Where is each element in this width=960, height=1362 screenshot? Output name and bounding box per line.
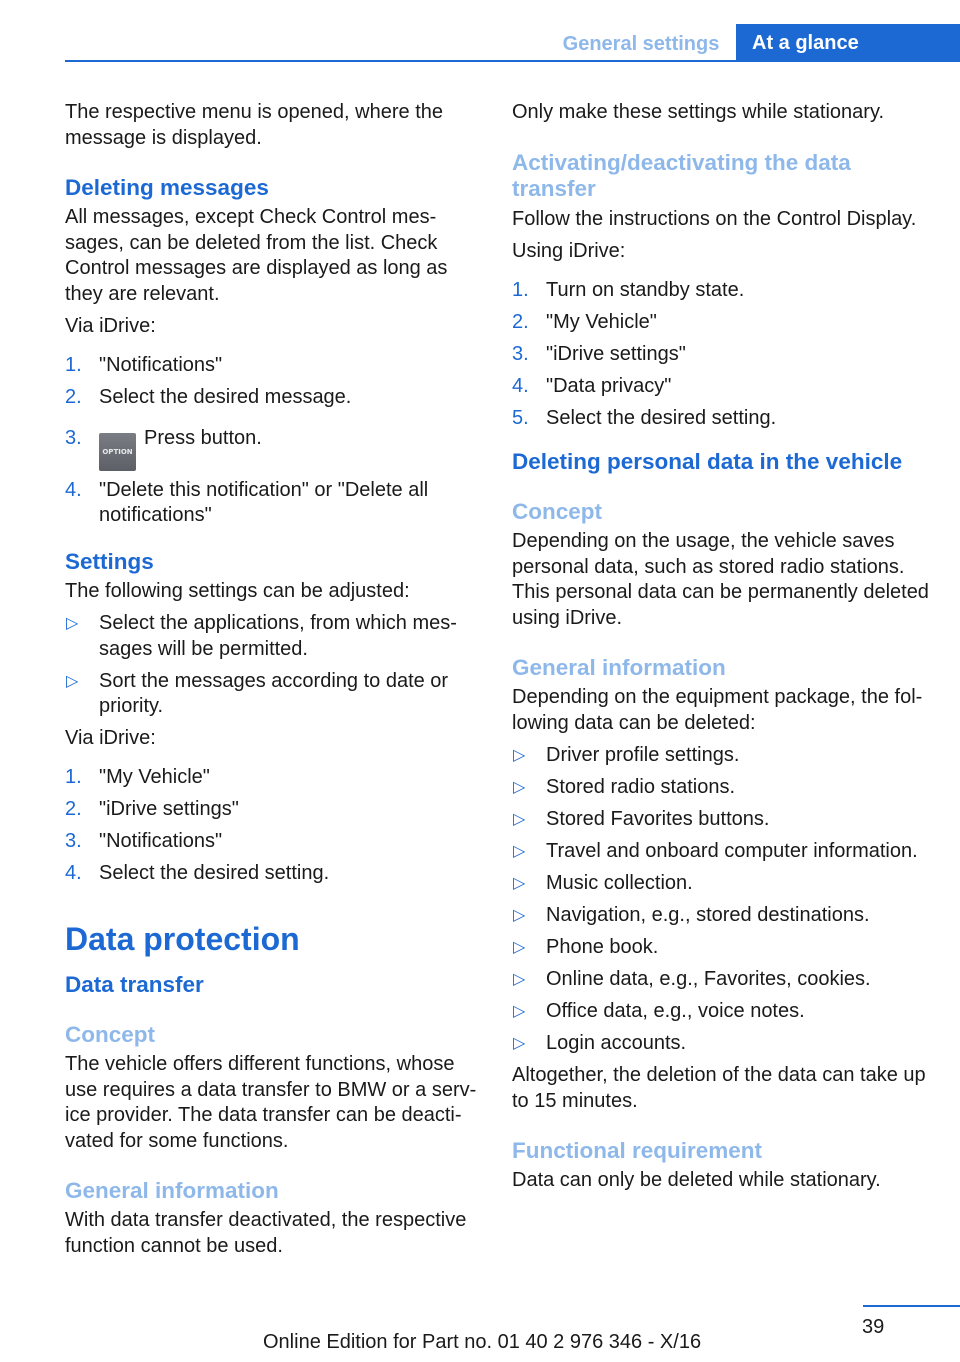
list-item: ▷ Music collection. (512, 871, 932, 897)
list-item: ▷ Login accounts. (512, 1031, 932, 1057)
settings-bullets (65, 611, 485, 720)
deleting-personal-heading: Deleting personal data in the vehicle (512, 449, 903, 474)
data-protection-heading: Data protection (65, 921, 300, 957)
triangle-bullet-icon: ▷ (513, 1003, 526, 1020)
concept-text: Depending on the usage, the vehicle saves personal data, such as stored radio stations. This personal data can be permanently deleted using iDrive. (512, 530, 929, 629)
left-column (65, 100, 485, 1259)
functional-requirement-text: Data can only be deleted while stationary. (512, 1169, 881, 1191)
triangle-bullet-icon: ▷ (513, 1035, 526, 1052)
list-item: ▷ Travel and onboard computer information. (512, 839, 932, 865)
triangle-bullet-icon: ▷ (513, 779, 526, 796)
list-item: 2. "iDrive settings" (65, 797, 239, 820)
triangle-bullet-icon: ▷ (66, 672, 79, 690)
section-tab: General settings (562, 32, 720, 55)
settings-steps-list (65, 765, 485, 887)
page-header (0, 0, 960, 64)
list-item: ▷ Select the applications, from which messages will be permitted. (66, 612, 457, 660)
deleting-messages-heading: Deleting messages (65, 175, 269, 200)
concept-text: The vehicle offers different functions, whose use requires a data transfer to BMW or a service provider. The data transfer can be deactivated for some functions. (65, 1053, 477, 1152)
triangle-bullet-icon: ▷ (513, 971, 526, 988)
general-info-heading: General information (512, 655, 726, 680)
data-transfer-heading: Data transfer (65, 972, 204, 997)
list-item: 1. Turn on standby state. (512, 278, 745, 301)
delete-steps-list (65, 353, 485, 529)
using-idrive-label: Using iDrive: (512, 240, 626, 262)
option-button-icon: OPTION (99, 433, 136, 471)
list-item: 4. "Delete this notification" or "Delete all notifications" (65, 478, 429, 526)
concept-heading: Concept (65, 1022, 155, 1047)
list-item: 4. "Data privacy" (512, 374, 672, 397)
general-info-text: With data transfer deactivated, the respective function cannot be used. (65, 1209, 467, 1257)
list-item: ▷ Online data, e.g., Favorites, cookies. (512, 967, 932, 993)
right-column (512, 100, 932, 1194)
list-item: 1. "Notifications" (65, 353, 223, 376)
deleting-messages-text: All messages, except Check Control messages, can be deleted from the list. Check Control messages are displayed as long as they are relevant. (65, 206, 448, 305)
triangle-bullet-icon: ▷ (513, 907, 526, 924)
list-item: 4. Select the desired setting. (65, 861, 330, 884)
concept-heading: Concept (512, 499, 602, 524)
triangle-bullet-icon: ▷ (513, 875, 526, 892)
activating-steps-list (512, 278, 932, 432)
footer-rule (863, 1305, 960, 1307)
list-item: ▷ Office data, e.g., voice notes. (512, 999, 932, 1025)
list-item: 1. "My Vehicle" (65, 765, 210, 788)
list-item: 5. Select the desired setting. (512, 406, 777, 429)
edition-text: Online Edition for Part no. 01 40 2 976 346 - X/16 (263, 1331, 702, 1353)
triangle-bullet-icon: ▷ (513, 843, 526, 860)
triangle-bullet-icon: ▷ (513, 939, 526, 956)
list-item: ▷ Driver profile settings. (512, 743, 932, 769)
general-info-heading: General information (65, 1178, 279, 1203)
page-number: 39 (862, 1316, 885, 1338)
list-item: ▷ Sort the messages according to date or priority. (66, 669, 449, 717)
list-item: ▷ Stored radio stations. (512, 775, 932, 801)
list-item: 3. "Notifications" (65, 829, 223, 852)
chapter-tab: At a glance (736, 24, 960, 62)
triangle-bullet-icon: ▷ (513, 747, 526, 764)
data-bullets-list (512, 743, 932, 1057)
list-item: 3. "iDrive settings" (512, 342, 686, 365)
via-idrive-label: Via iDrive: (65, 727, 156, 749)
list-item: ▷ Phone book. (512, 935, 932, 961)
settings-text: The following settings can be adjusted: (65, 579, 410, 602)
via-idrive-label: Via iDrive: (65, 315, 156, 337)
altogether-text: Altogether, the deletion of the data can take up to 15 minutes. (512, 1064, 926, 1112)
functional-requirement-heading: Functional requirement (512, 1138, 763, 1163)
settings-heading: Settings (65, 548, 154, 574)
list-item: ▷ Stored Favorites buttons. (512, 807, 932, 833)
activating-text: Follow the instructions on the Control Display. (512, 207, 917, 230)
list-item: 3. OPTIONPress button. (65, 426, 485, 471)
activating-heading: Activating/deactivating the data transfer (512, 149, 851, 201)
list-item: ▷ Navigation, e.g., stored destinations. (512, 903, 932, 929)
header-rule (65, 60, 960, 62)
triangle-bullet-icon: ▷ (513, 811, 526, 828)
list-item: 2. Select the desired message. (65, 385, 352, 408)
intro-text: The respective menu is opened, where the message is displayed. (65, 101, 443, 149)
triangle-bullet-icon: ▷ (66, 615, 79, 632)
stationary-note: Only make these settings while stationary. (512, 101, 885, 123)
list-item: 2. "My Vehicle" (512, 310, 657, 333)
general-info-text: Depending on the equipment package, the following data can be deleted: (512, 686, 923, 734)
